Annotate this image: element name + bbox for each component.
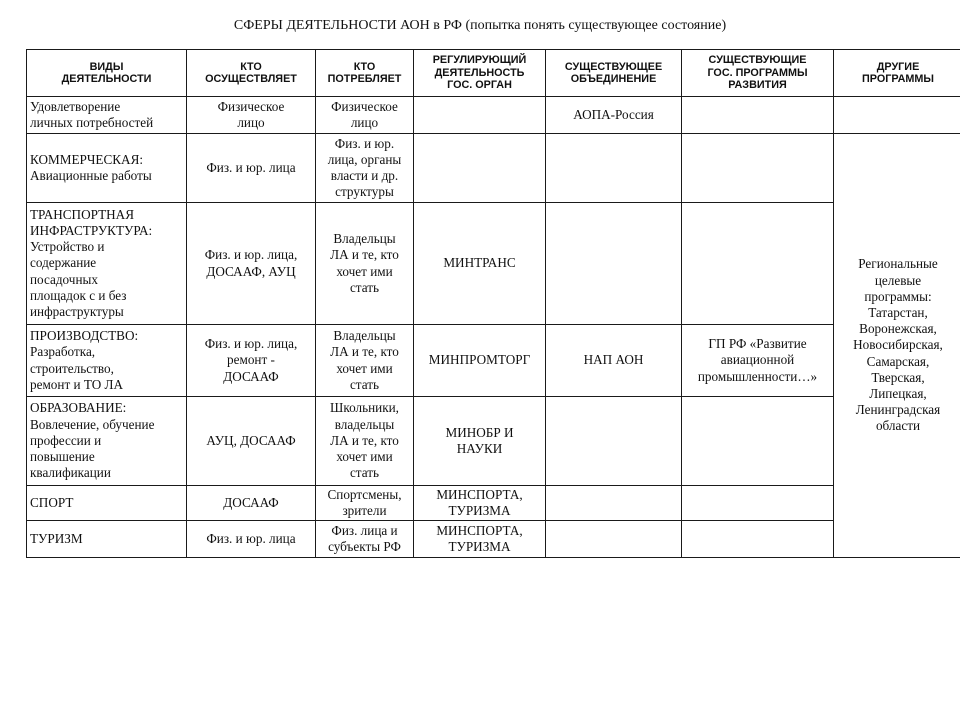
cell-state-program <box>682 134 834 203</box>
cell-performer: Физ. и юр. лица, ДОСААФ, АУЦ <box>187 203 316 325</box>
cell-activity: Удовлетворение личных потребностей <box>27 97 187 134</box>
cell-association <box>546 134 682 203</box>
cell-state-program <box>682 397 834 486</box>
cell-consumer: Владельцы ЛА и те, кто хочет ими стать <box>316 325 414 397</box>
page-title: СФЕРЫ ДЕЯТЕЛЬНОСТИ АОН в РФ (попытка понять существующее состояние) <box>233 18 727 33</box>
header-association: СУЩЕСТВУЮЩЕЕ ОБЪЕДИНЕНИЕ <box>546 50 682 97</box>
table-row <box>27 521 960 558</box>
cell-regulator: МИНСПОРТА, ТУРИЗМА <box>414 521 546 558</box>
cell-association: АОПА-Россия <box>546 97 682 134</box>
cell-performer: Физ. и юр. лица, ремонт - ДОСААФ <box>187 325 316 397</box>
cell-activity: ПРОИЗВОДСТВО: Разработка, строительство, ремонт и ТО ЛА <box>27 325 187 397</box>
cell-state-program <box>682 203 834 325</box>
cell-regulator: МИНОБР И НАУКИ <box>414 397 546 486</box>
header-regulator: РЕГУЛИРУЮЩИЙ ДЕЯТЕЛЬНОСТЬ ГОС. ОРГАН <box>414 50 546 97</box>
cell-consumer: Физическое лицо <box>316 97 414 134</box>
table-row <box>27 325 960 397</box>
cell-state-program <box>682 521 834 558</box>
cell-consumer: Физ. лица и субъекты РФ <box>316 521 414 558</box>
cell-performer: Физ. и юр. лица <box>187 521 316 558</box>
activities-table <box>26 49 960 558</box>
cell-association <box>546 521 682 558</box>
cell-state-program <box>682 486 834 521</box>
cell-activity: ТУРИЗМ <box>27 521 187 558</box>
cell-regulator: МИНПРОМТОРГ <box>414 325 546 397</box>
cell-performer: Физическое лицо <box>187 97 316 134</box>
table-row <box>27 203 960 325</box>
cell-regional-programs: Региональные целевые программы: Татарстан, Воронежская, Новосибирская, Самарская, Тверская, Липецкая, Ленинградская области <box>834 134 960 558</box>
header-performer: КТО ОСУЩЕСТВЛЯЕТ <box>187 50 316 97</box>
cell-state-program: ГП РФ «Развитие авиационной промышленности…» <box>682 325 834 397</box>
header-other-programs: ДРУГИЕ ПРОГРАММЫ <box>834 50 960 97</box>
cell-association: НАП АОН <box>546 325 682 397</box>
cell-association <box>546 203 682 325</box>
cell-regulator <box>414 134 546 203</box>
cell-performer: Физ. и юр. лица <box>187 134 316 203</box>
cell-regulator <box>414 97 546 134</box>
cell-consumer: Владельцы ЛА и те, кто хочет ими стать <box>316 203 414 325</box>
cell-activity: ОБРАЗОВАНИЕ: Вовлечение, обучение профессии и повышение квалификации <box>27 397 187 486</box>
header-state-programs: СУЩЕСТВУЮЩИЕ ГОС. ПРОГРАММЫ РАЗВИТИЯ <box>682 50 834 97</box>
table-row <box>27 397 960 486</box>
cell-other-programs <box>834 97 960 134</box>
header-consumer: КТО ПОТРЕБЛЯЕТ <box>316 50 414 97</box>
cell-activity: КОММЕРЧЕСКАЯ: Авиационные работы <box>27 134 187 203</box>
cell-performer: АУЦ, ДОСААФ <box>187 397 316 486</box>
cell-consumer: Спортсмены, зрители <box>316 486 414 521</box>
cell-regulator: МИНСПОРТА, ТУРИЗМА <box>414 486 546 521</box>
cell-regulator: МИНТРАНС <box>414 203 546 325</box>
table-row <box>27 134 960 203</box>
cell-association <box>546 397 682 486</box>
cell-consumer: Физ. и юр. лица, органы власти и др. структуры <box>316 134 414 203</box>
cell-performer: ДОСААФ <box>187 486 316 521</box>
cell-state-program <box>682 97 834 134</box>
cell-activity: ТРАНСПОРТНАЯ ИНФРАСТРУКТУРА: Устройство и содержание посадочных площадок с и без инфраструктуры <box>27 203 187 325</box>
table-row <box>27 486 960 521</box>
table-row <box>27 97 960 134</box>
cell-consumer: Школьники, владельцы ЛА и те, кто хочет ими стать <box>316 397 414 486</box>
cell-association <box>546 486 682 521</box>
header-activity: ВИДЫ ДЕЯТЕЛЬНОСТИ <box>27 50 187 97</box>
header-row <box>27 50 960 97</box>
cell-activity: СПОРТ <box>27 486 187 521</box>
